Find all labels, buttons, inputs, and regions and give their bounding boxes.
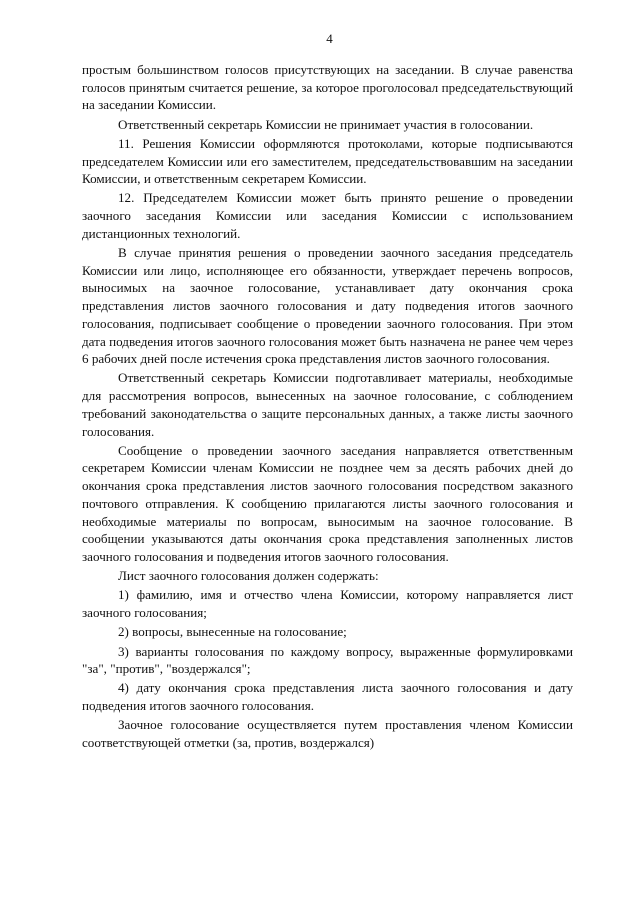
paragraph-notice: Сообщение о проведении заочного заседания направляется ответственным секретарем Комиссии членам Комиссии не позднее чем за десять рабочих дней до окончания срока представления листов заочного голосования посредством заказного почтового отправления. К сообщению прилагаются листы заочного голосования и необходимые материалы по вопросам, выносимым на заочное голосование. В сообщении указываются даты окончания срока представления заполненных листов заочного голосования и подведения итогов заочного голосования.	[82, 442, 573, 564]
document-body	[82, 61, 573, 752]
page-number: 4	[326, 31, 333, 46]
list-item-1: 1) фамилию, имя и отчество члена Комиссии, которому направляется лист заочного голосования;	[82, 587, 573, 621]
paragraph-absentee-decision: В случае принятия решения о проведении заочного заседания председатель Комиссии или лицо, исполняющее его обязанности, утверждает перечень вопросов, выносимых на заочное голосование, устанавливает дату окончания срока представления листов заочного голосования и дату подведения итогов заочного голосования, подписывает сообщение о проведении заочного голосования. При этом дата подведения итогов заочного голосования может быть назначена не ранее чем через 6 рабочих дней после истечения срока представления листов заочного голосования.	[82, 245, 573, 367]
paragraph-item-11: 11. Решения Комиссии оформляются протоколами, которые подписываются председателем Комиссии или его заместителем, председательствовавшим на заседании Комиссии, и ответственным секретарем Комиссии.	[82, 135, 573, 187]
list-item-4: 4) дату окончания срока представления листа заочного голосования и дату подведения итогов заочного голосования.	[82, 680, 573, 714]
paragraph-voting-procedure: Заочное голосование осуществляется путем проставления членом Комиссии соответствующей отметки (за, против, воздержался)	[82, 717, 573, 751]
paragraph-continuation: простым большинством голосов присутствующих на заседании. В случае равенства голосов принятым считается решение, за которое проголосовал председательствующий на заседании Комиссии.	[82, 62, 573, 113]
paragraph-secretary-no-vote: Ответственный секретарь Комиссии не принимает участия в голосовании.	[118, 116, 534, 132]
list-item-2: 2) вопросы, вынесенные на голосование;	[118, 624, 347, 640]
list-item-3: 3) варианты голосования по каждому вопросу, выраженные формулировками "за", "против", "воздержался";	[82, 643, 573, 677]
paragraph-secretary-materials: Ответственный секретарь Комиссии подготавливает материалы, необходимые для рассмотрения вопросов, вынесенных на заочное голосование, с соблюдением требований законодательства о защите персональных данных, а также листы заочного голосования.	[82, 370, 573, 439]
paragraph-item-12: 12. Председателем Комиссии может быть принято решение о проведении заочного заседания Комиссии или заседания Комиссии с использованием дистанционных технологий.	[82, 190, 573, 241]
document-page	[82, 30, 573, 753]
paragraph-ballot-contents: Лист заочного голосования должен содержать:	[118, 568, 379, 584]
